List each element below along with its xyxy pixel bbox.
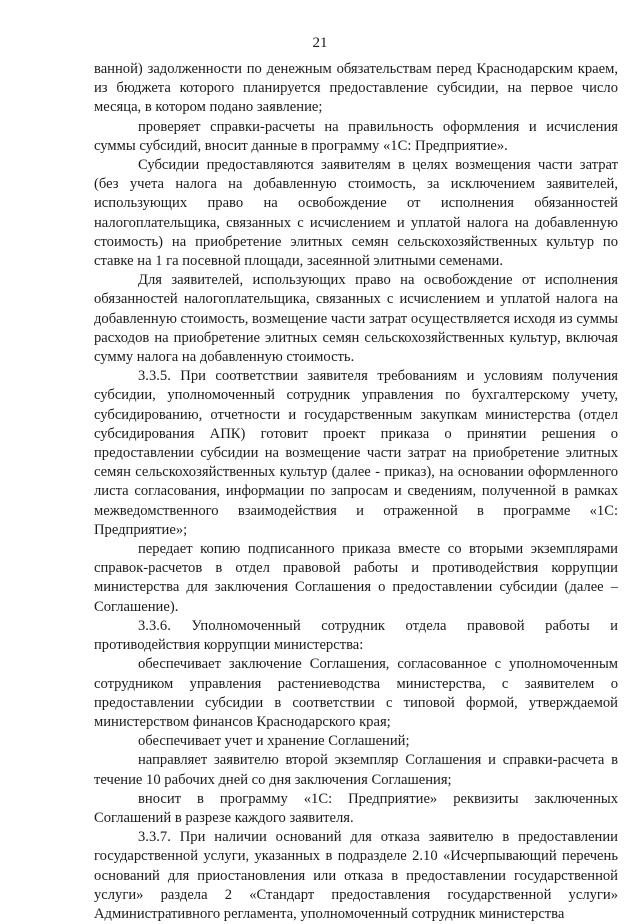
document-body [94, 60, 618, 924]
paragraph: Для заявителей, использующих право на освобождение от исполнения обязанностей налогоплательщика, связанных с исчислением и уплатой налога на добавленную стоимость, возмещение части затрат осуществляется исходя из суммы расходов на приобретение элитных семян сельскохозяйственных культур, включая сумму налога на добавленную стоимость. [94, 272, 618, 366]
paragraph: 3.3.6. Уполномоченный сотрудник отдела правовой работы и противодействия коррупции министерства: [94, 617, 618, 654]
paragraph: ванной) задолженности по денежным обязательствам перед Краснодарским краем, из бюджета которого планируется предоставление субсидии, на первое число месяца, в котором подано заявление; [94, 61, 618, 116]
paragraph: обеспечивает заключение Соглашения, согласованное с уполномоченным сотрудником управления растениеводства министерства, с заявителем о предоставлении субсидии в соответствии с типовой формой, утверждаемой министерством финансов Краснодарского края; [94, 656, 618, 730]
paragraph: 3.3.7. При наличии оснований для отказа заявителю в предоставлении государственной услуги, указанных в подразделе 2.10 «Исчерпывающий перечень оснований для приостановления или отказа в предоставлении государственной услуги» раздела 2 «Стандарт предоставления государственной услуги» Административного регламента, уполномоченный сотрудник министерства [94, 829, 618, 922]
paragraph: направляет заявителю второй экземпляр Соглашения и справки-расчета в течение 10 рабочих дней со дня заключения Соглашения; [94, 752, 618, 788]
paragraph: проверяет справки-расчеты на правильность оформления и исчисления суммы субсидий, вносит данные в программу «1С: Предприятие». [94, 118, 618, 154]
paragraph: 3.3.5. При соответствии заявителя требованиям и условиям получения субсидии, уполномоченный сотрудник управления по бухгалтерскому учету, субсидированию, отчетности и государственным закупкам министерства (отдел субсидирования АПК) готовит проект приказа о принятии решения о предоставлении субсидии на возмещение части затрат на приобретение элитных семян сельскохозяйственных культур (далее - приказ), на основании оформленного листа согласования, информации по запросам и сведениям, полученной в рамках межведомственного взаимодействия и отраженной в программе «1С: Предприятие»; [94, 368, 618, 538]
paragraph: вносит в программу «1С: Предприятие» реквизиты заключенных Соглашений в разрезе каждого заявителя. [94, 790, 618, 826]
paragraph: передает копию подписанного приказа вместе со вторыми экземплярами справок-расчетов в отдел правовой работы и противодействия коррупции министерства для заключения Соглашения о предоставлении субсидии (далее – Соглашение). [94, 541, 618, 615]
page-number: 21 [312, 35, 328, 51]
paragraph: обеспечивает учет и хранение Соглашений; [138, 733, 410, 750]
paragraph: Субсидии предоставляются заявителям в целях возмещения части затрат (без учета налога на добавленную стоимость, за исключением заявителей, использующих право на освобождение от исполнения обязанностей налогоплательщика, связанных с исчислением и уплатой налога на добавленную стоимость) на приобретение элитных семян сельскохозяйственных культур по ставке на 1 га посевной площади, засеянной элитными семенами. [94, 157, 618, 270]
